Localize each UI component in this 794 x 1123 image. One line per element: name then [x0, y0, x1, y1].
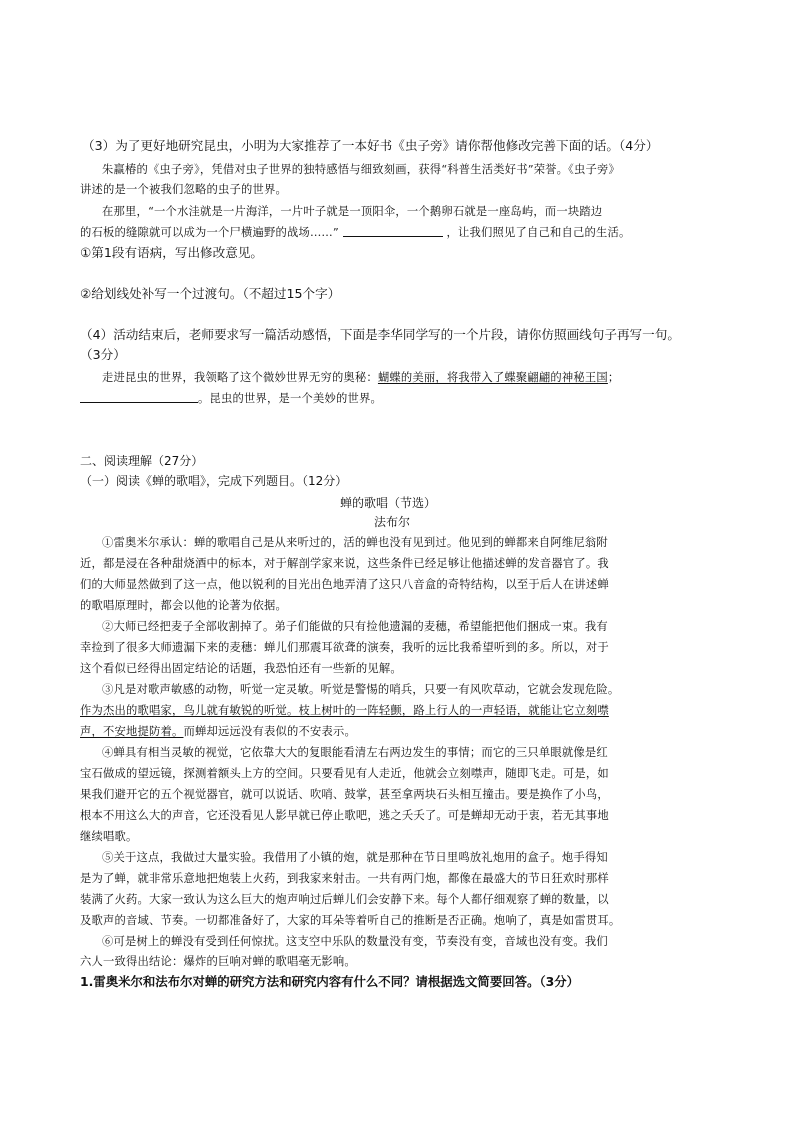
q4-title-line2: （3分） — [80, 347, 126, 362]
article-underlined-end: 声，不安地提防着。 — [80, 725, 184, 738]
article-line: 及歌声的音域、节奏。一切都准备好了，大家的耳朵等着听自己的推断是否正确。炮响了，真是如雷贯耳。 — [80, 914, 621, 927]
article-line: 是为了蝉，就非常乐意地把炮装上火药，到我家来射击。一共有两门炮，都像在最盛大的节日狂欢时那样 — [80, 872, 609, 885]
article-line: 幸捡到了很多大师遗漏下来的麦穗：蝉儿们那震耳欲聋的演奏，我听的远比我希望听到的多。所以，对于 — [80, 641, 609, 654]
article-line: 们的大师显然做到了这一点，他以锐利的目光出色地弄清了这只八音盒的奇特结构，以至于后人在讲述蝉 — [80, 578, 609, 591]
q4-para-line2 — [80, 392, 382, 404]
article-line: ②大师已经把麦子全部收割掉了。弟子们能做的只有捡他遗漏的麦穗，希望能把他们捆成一束。我有 — [102, 620, 608, 633]
question-1: 1.雷奥米尔和法布尔对蝉的研究方法和研究内容有什么不同？请根据选文简要回答。（3分） — [80, 974, 579, 989]
article-line: 六人一致得出结论：爆炸的巨响对蝉的歌唱毫无影响。 — [80, 955, 356, 968]
section2-heading: 二、阅读理解（27分） — [80, 454, 204, 468]
article-line: 这个看似已经得出固定结论的话题，我恐怕还有一些新的见解。 — [80, 662, 402, 675]
article-line-rest: 而蝉却远远没有表似的不安表示。 — [183, 725, 356, 738]
q4-imitation-blank[interactable] — [80, 392, 198, 403]
article-line: ⑤关于这点，我做过大量实验。我借用了小镇的炮，就是那种在节日里鸣放礼炮用的盒子。炮手得知 — [102, 851, 608, 864]
article-line — [80, 726, 356, 737]
q4-model-sentence: 蝴蝶的美丽，将我带入了蝶聚翩翩的神秘王国 — [377, 371, 608, 384]
article-line: 果我们避开它的五个视觉器官，就可以说话、吹哨、鼓掌，甚至拿两块石头相互撞击。要是换作了小鸟， — [80, 788, 609, 801]
q4-title-line1: （4）活动结束后，老师要求写一篇活动感悟，下面是李华同学写的一个片段，请你仿照画线句子再写一句。 — [80, 327, 680, 342]
q3-para2-line1: 在那里，“一个水洼就是一片海洋，一片叶子就是一顶阳伞，一个鹅卵石就是一座岛屿，而一块踏边 — [102, 205, 603, 218]
article-underlined-line: 作为杰出的歌唱家，鸟儿就有敏锐的听觉。枝上树叶的一阵轻颤，路上行人的一声轻语，就能让它立刻噤 — [80, 704, 609, 717]
q4-para-end: 。昆虫的世界，是一个美妙的世界。 — [198, 392, 382, 405]
article-line: 宝石做成的望远镜，探测着额头上方的空间。只要看见有人走近，他就会立刻噤声，随即飞走。可是，如 — [80, 767, 609, 780]
article-line: ④蝉具有相当灵敏的视觉，它依靠大大的复眼能看清左右两边发生的事情；而它的三只单眼就像是红 — [102, 746, 608, 759]
article-line: 的歌唱原理时，都会以他的论著为依据。 — [80, 599, 287, 612]
q3-para1-line2: 讲述的是一个被我们忽略的虫子的世界。 — [80, 183, 287, 196]
article-line: ①雷奥米尔承认：蝉的歌唱自己是从来听过的，活的蝉也没有见到过。他见到的蝉都来自阿维尼翁附 — [102, 536, 608, 549]
article-line: ③凡是对歌声敏感的动物，听觉一定灵敏。听觉是警惕的哨兵，只要一有风吹草动，它就会发现危险。 — [102, 683, 620, 696]
article-author: 法布尔 — [374, 515, 411, 529]
q3-para2-line2-end: ，让我们照见了自己和自己的生活。 — [446, 226, 631, 239]
article-line: 继续唱歌。 — [80, 830, 138, 843]
q3-transition-blank[interactable] — [343, 226, 443, 237]
article-line: 近，都是浸在各种甜烧酒中的标本，对于解剖学家来说，这些条件已经足够让他描述蝉的发音器官了。我 — [80, 557, 609, 570]
section2-subheading: （一）阅读《蝉的歌唱》，完成下列题目。（12分） — [80, 474, 348, 488]
q3-para2-line2-start: 的石板的缝隙就可以成为一个尸横遍野的战场……” — [80, 226, 339, 239]
article-line: ⑥可是树上的蝉没有受到任何惊扰。这支空中乐队的数量没有变，节奏没有变，音域也没有变。我们 — [102, 935, 608, 948]
q4-para-line1 — [102, 372, 619, 383]
q3-para1-line1: 朱赢椿的《虫子旁》，凭借对虫子世界的独特感悟与细致刻画，获得“科普生活类好书”荣誉。《虫子旁》 — [102, 163, 621, 176]
q3-title: （3）为了更好地研究昆虫，小明为大家推荐了一本好书《虫子旁》请你帮他修改完善下面的话。（4分） — [82, 138, 659, 153]
q3-para2-line2 — [80, 226, 630, 238]
article-line: 根本不用这么大的声音，它还没看见人影早就已停止歌吧，逃之夭夭了。可是蝉却无动于衷，若无其事地 — [80, 809, 609, 822]
q3-sub1: ①第1段有语病，写出修改意见。 — [80, 245, 264, 260]
q4-para-semicolon: ； — [607, 371, 620, 384]
q3-sub2: ②给划线处补写一个过渡句。（不超过15个字） — [80, 286, 341, 301]
article-title: 蝉的歌唱（节选） — [340, 496, 437, 510]
q4-para-start: 走进昆虫的世界，我领略了这个微妙世界无穷的奥秘： — [102, 371, 378, 384]
article-line: 装满了火药。大家一致认为这么巨大的炮声响过后蝉儿们会安静下来。每个人都仔细观察了蝉的数量，以 — [80, 893, 609, 906]
